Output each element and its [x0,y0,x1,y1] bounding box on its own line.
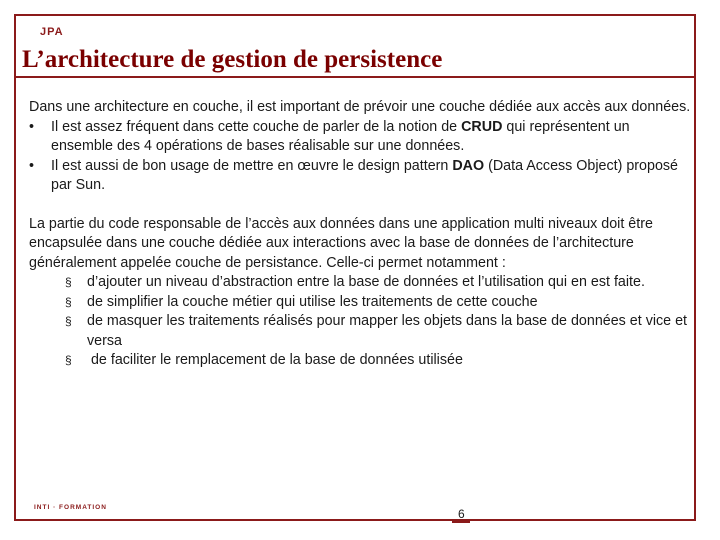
list-item [29,312,695,351]
bullet-keyword-dao: DAO [452,157,485,174]
page-number-underline [452,521,470,523]
square-bullet-icon: § [65,275,72,289]
square-bullet-icon: § [65,294,72,309]
list-item [29,293,695,313]
bullet-text: (Data Access Object) proposé par Sun. [51,157,679,193]
bullet-marker: • [29,118,35,135]
square-bullet-icon: § [65,314,72,328]
bullet-item-crud [29,118,695,157]
bullet-marker: • [29,157,35,174]
list-item-text: de masquer les traitements réalisés pour mapper les objets dans la base de données et vice et versa [87,313,688,349]
title-divider [14,76,696,78]
list-item-text: de faciliter le remplacement de la base de données utilisée [87,352,463,368]
topic-label: JPA [40,26,64,38]
square-bullet-icon: § [65,353,72,367]
list-item [29,273,695,293]
slide-content [29,98,695,371]
page-number: 6 [458,507,465,521]
list-item [29,351,695,371]
intro-paragraph: Dans une architecture en couche, il est important de prévoir une couche dédiée aux accès aux données. [29,99,691,115]
footer-logo: INTI · FORMATION [34,504,107,511]
square-bullet-list [29,273,695,371]
bullet-keyword-crud: CRUD [461,118,503,135]
slide-title: L’architecture de gestion de persistence [22,46,443,73]
bullet-text: Il est assez fréquent dans cette couche de parler de la notion de [51,118,462,135]
bullet-list [29,118,695,196]
list-item-text: d’ajouter un niveau d’abstraction entre la base de données et l’utilisation qui en est faite. [87,274,645,290]
persistence-paragraph: La partie du code responsable de l’accès aux données dans une application multi niveaux doit être encapsulée dans une couche dédiée aux interactions avec la base de données de l’architecture généralement appelée couche de persistance. Celle-ci permet notamment : [29,215,653,271]
bullet-text: qui représentent un ensemble des 4 opérations de bases réalisable sur une données. [51,118,630,154]
list-item-text: de simplifier la couche métier qui utilise les traitements de cette couche [87,293,538,310]
bullet-item-dao [29,157,695,196]
bullet-text: Il est aussi de bon usage de mettre en œuvre le design pattern [51,157,453,174]
